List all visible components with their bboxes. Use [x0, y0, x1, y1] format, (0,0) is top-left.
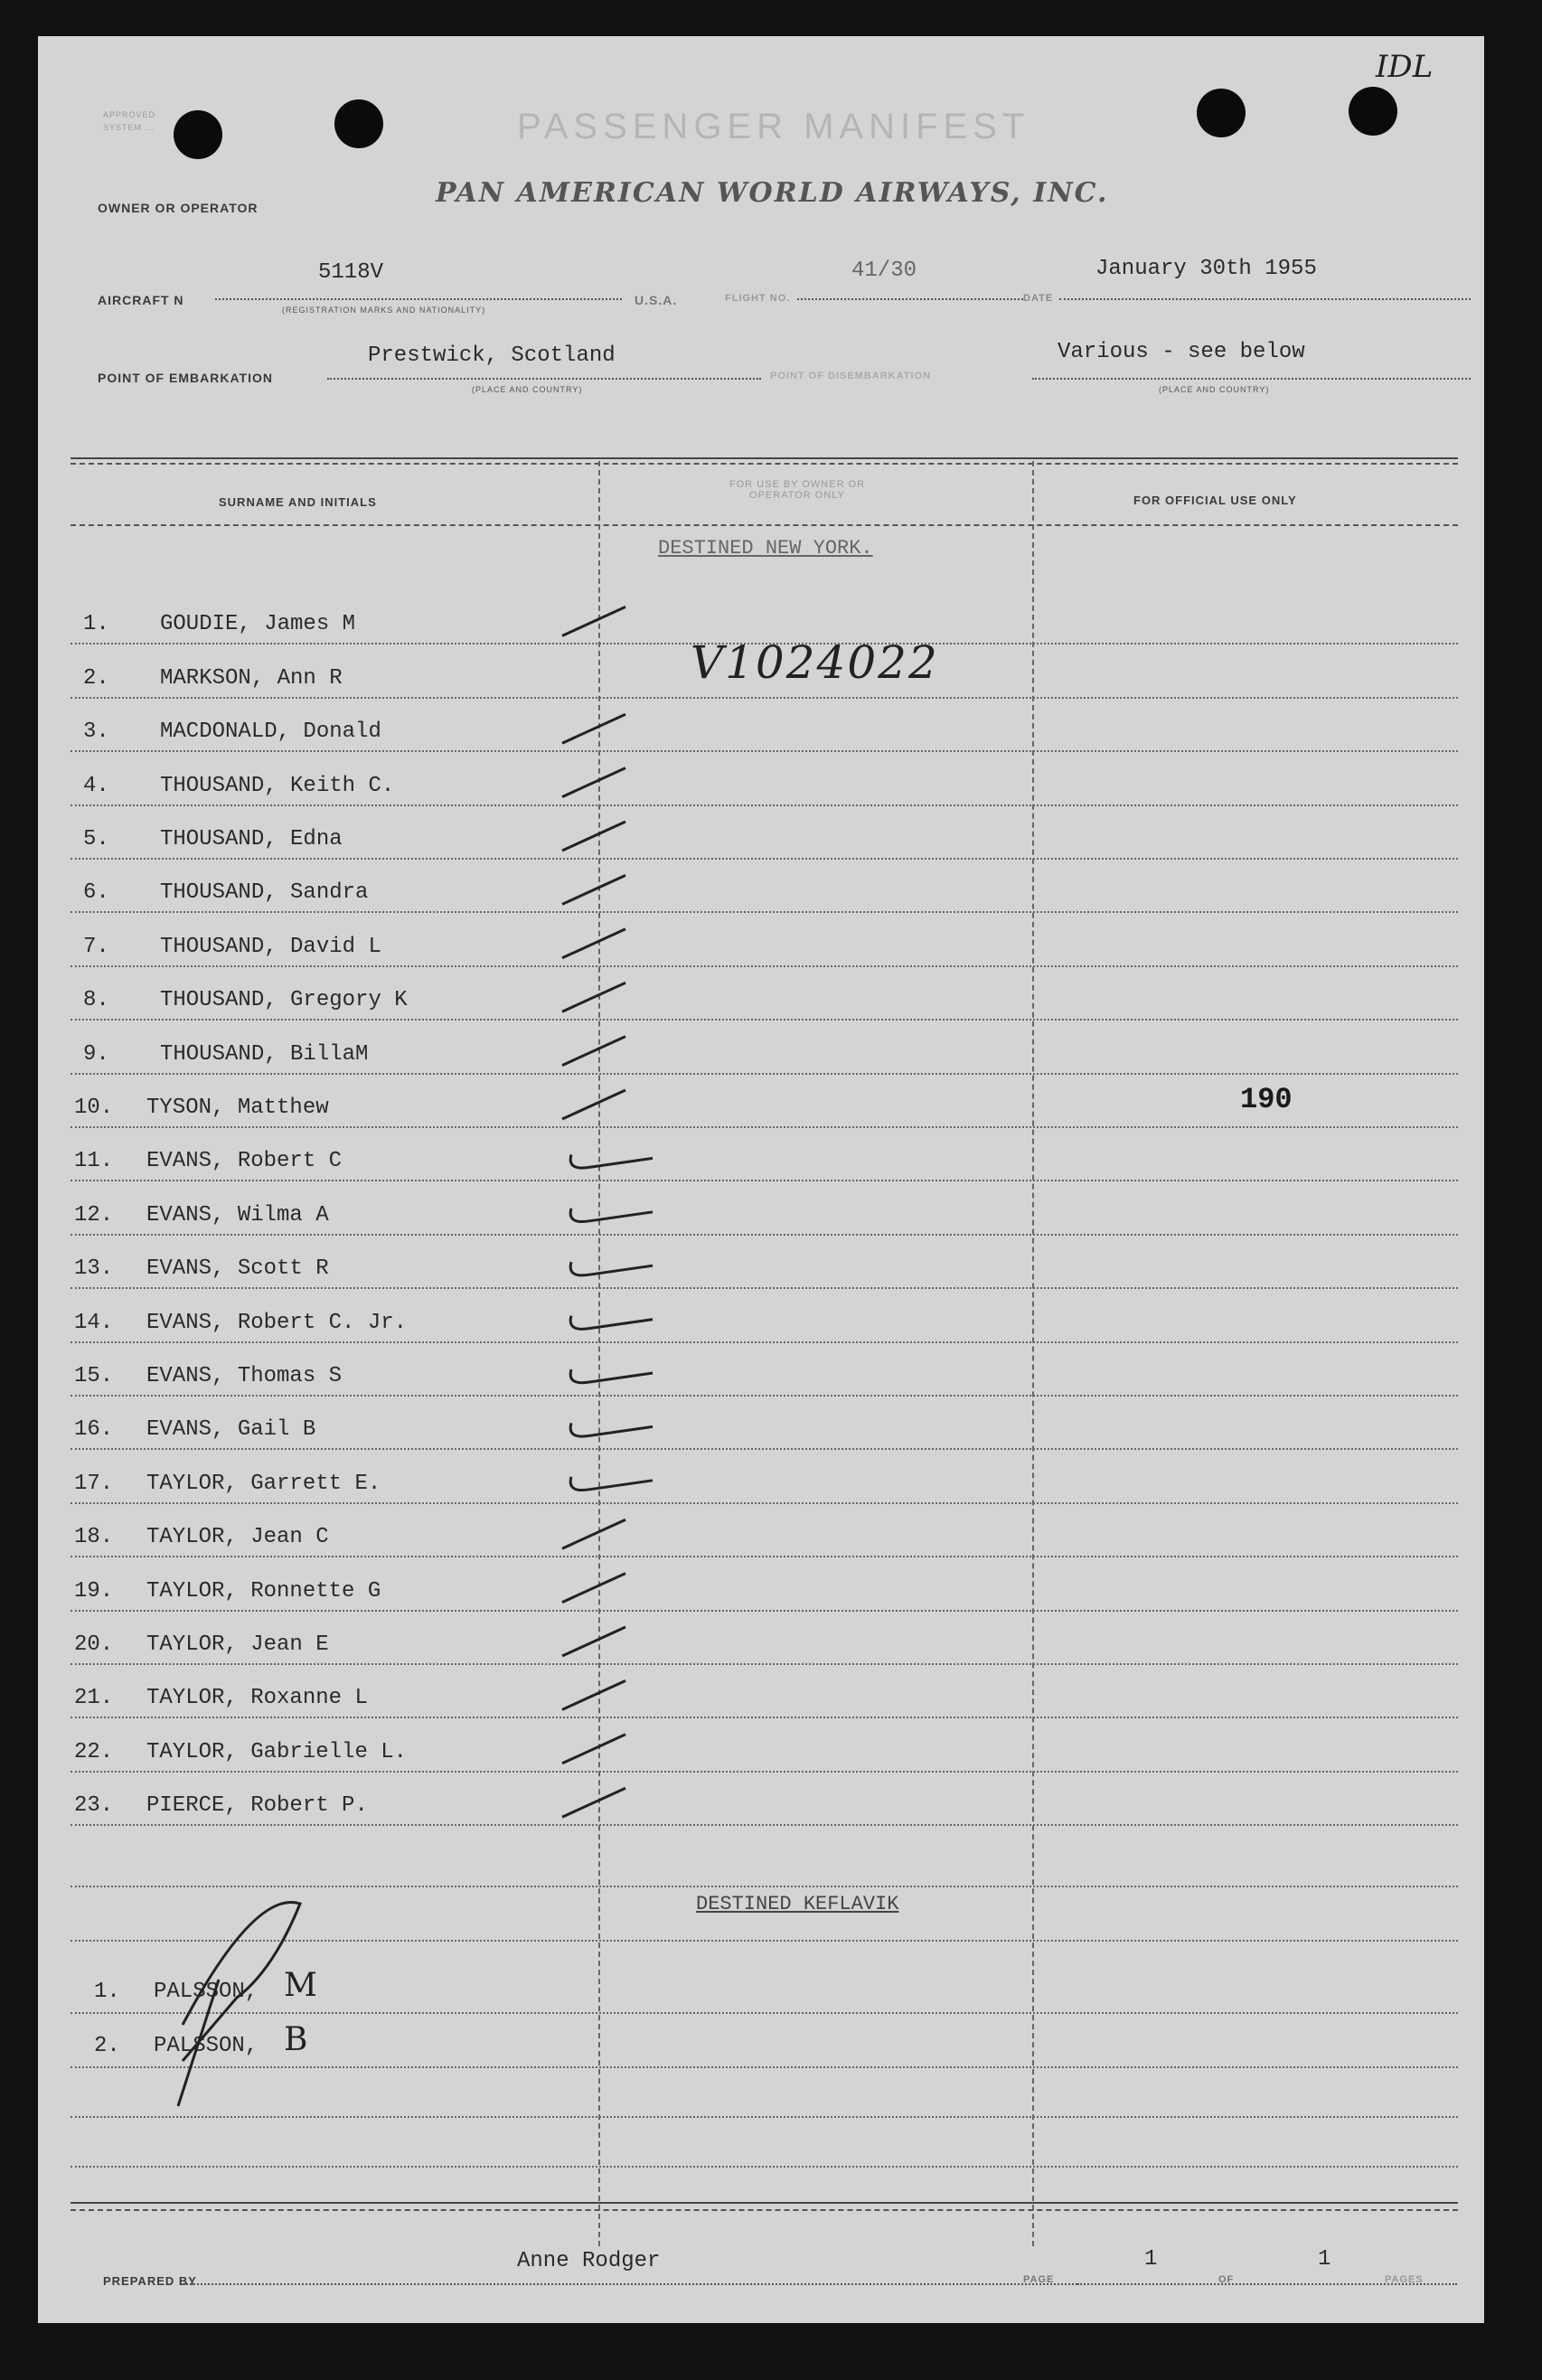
table-row — [38, 1019, 1484, 1072]
passenger-number: 4. — [83, 773, 109, 798]
table-row — [38, 1556, 1484, 1609]
passenger-name: PALSSON, — [154, 1980, 259, 2004]
passenger-number: 5. — [83, 826, 109, 851]
prepared-by-value: Anne Rodger — [517, 2249, 661, 2273]
passenger-number: 1. — [83, 612, 109, 637]
passenger-name: TAYLOR, Jean E — [146, 1632, 329, 1657]
passenger-number: 16. — [74, 1417, 114, 1443]
surname-column-header: SURNAME AND INITIALS — [219, 495, 377, 509]
aircraft-sub: (REGISTRATION MARKS AND NATIONALITY) — [282, 306, 486, 315]
aircraft-value: 5118V — [318, 260, 384, 285]
passenger-name: THOUSAND, Gregory K — [160, 988, 408, 1013]
passenger-number: 23. — [74, 1793, 114, 1819]
blank-row-rule — [71, 2066, 1458, 2068]
prepared-by-label: PREPARED BY — [103, 2274, 197, 2288]
passenger-number: 17. — [74, 1471, 114, 1496]
punch-hole — [1197, 89, 1246, 137]
official-note: 190 — [1240, 1083, 1293, 1116]
form-title: PASSENGER MANIFEST — [517, 107, 1030, 146]
table-row — [38, 1126, 1484, 1180]
page-label: PAGE — [1023, 2274, 1055, 2285]
punch-hole — [174, 110, 222, 159]
passenger-name: EVANS, Thomas S — [146, 1363, 343, 1388]
table-row — [38, 1610, 1484, 1663]
handwritten-number: V1024022 — [691, 636, 939, 689]
section-keflavik: DESTINED KEFLAVIK — [696, 1893, 899, 1915]
prepared-underline — [183, 2283, 1077, 2285]
passenger-name: EVANS, Robert C. Jr. — [146, 1310, 408, 1335]
embarkation-label: POINT OF EMBARKATION — [98, 371, 273, 385]
table-top-border — [71, 457, 1458, 459]
passenger-number: 1. — [94, 1980, 120, 2004]
page-value: 1 — [1144, 2247, 1158, 2272]
passenger-number: 12. — [74, 1202, 114, 1228]
passenger-number: 13. — [74, 1256, 114, 1282]
flight-underline — [797, 298, 1023, 300]
table-row — [38, 965, 1484, 1019]
flight-label: FLIGHT NO. — [725, 293, 791, 304]
manifest-page — [38, 36, 1484, 2323]
passenger-number: 2. — [94, 2034, 120, 2058]
table-row — [38, 2012, 1484, 2066]
date-label: DATE — [1023, 293, 1054, 304]
passenger-name: TYSON, Matthew — [146, 1095, 329, 1120]
passenger-name: TAYLOR, Ronnette G — [146, 1578, 381, 1604]
passenger-name: EVANS, Robert C — [146, 1149, 343, 1174]
disembarkation-value: Various - see below — [1058, 340, 1305, 364]
table-row — [38, 1771, 1484, 1824]
passenger-name: EVANS, Gail B — [146, 1417, 316, 1443]
blank-row-rule — [71, 1940, 1458, 1942]
approval-stamp-line: APPROVED — [103, 110, 156, 119]
passenger-number: 18. — [74, 1525, 114, 1550]
table-row — [38, 1663, 1484, 1717]
passenger-name: EVANS, Scott R — [146, 1256, 329, 1282]
usa-label: U.S.A. — [635, 293, 678, 307]
official-use-column-header: FOR OFFICIAL USE ONLY — [1133, 494, 1297, 507]
table-row — [38, 589, 1484, 643]
embarkation-underline — [327, 378, 761, 380]
pages-label: PAGES — [1385, 2274, 1424, 2285]
owner-use-column-header: FOR USE BY OWNER OR OPERATOR ONLY — [729, 479, 866, 501]
passenger-number: 20. — [74, 1632, 114, 1657]
table-row — [38, 750, 1484, 804]
table-row — [38, 1234, 1484, 1287]
passenger-name: THOUSAND, David L — [160, 934, 381, 959]
owner-label: OWNER OR OPERATOR — [98, 201, 259, 215]
punch-hole — [1349, 87, 1397, 136]
passenger-name: PALSSON, — [154, 2034, 259, 2058]
passenger-name: GOUDIE, James M — [160, 612, 356, 637]
aircraft-label: AIRCRAFT N — [98, 293, 184, 307]
date-value: January 30th 1955 — [1095, 257, 1317, 281]
handwritten-initial: M — [284, 1967, 317, 2004]
passenger-number: 3. — [83, 720, 109, 745]
page-underline — [1077, 2283, 1457, 2285]
table-row — [38, 858, 1484, 911]
owner-value: PAN AMERICAN WORLD AIRWAYS, INC. — [436, 177, 1109, 209]
aircraft-underline — [215, 298, 622, 300]
table-row — [38, 1395, 1484, 1448]
table-top-border-2 — [71, 463, 1458, 465]
of-value: 1 — [1318, 2247, 1331, 2272]
passenger-number: 14. — [74, 1310, 114, 1335]
table-row — [38, 1717, 1484, 1770]
disembarkation-label: POINT OF DISEMBARKATION — [770, 371, 932, 381]
passenger-name: PIERCE, Robert P. — [146, 1793, 368, 1819]
section-new-york: DESTINED NEW YORK. — [658, 537, 873, 560]
passenger-number: 10. — [74, 1095, 114, 1120]
table-row — [38, 804, 1484, 858]
passenger-name: TAYLOR, Garrett E. — [146, 1471, 381, 1496]
passenger-number: 7. — [83, 934, 109, 959]
passenger-number: 21. — [74, 1686, 114, 1711]
table-row — [38, 1502, 1484, 1556]
passenger-name: TAYLOR, Gabrielle L. — [146, 1739, 408, 1764]
passenger-name: THOUSAND, Sandra — [160, 880, 369, 906]
date-underline — [1059, 298, 1471, 300]
table-bottom-border-2 — [71, 2209, 1458, 2211]
disembarkation-sub: (PLACE AND COUNTRY) — [1159, 385, 1270, 394]
passenger-number: 6. — [83, 880, 109, 906]
passenger-number: 11. — [74, 1149, 114, 1174]
passenger-name: MARKSON, Ann R — [160, 665, 343, 691]
row-rule — [71, 1824, 1458, 1826]
passenger-name: TAYLOR, Jean C — [146, 1525, 329, 1550]
passenger-number: 8. — [83, 988, 109, 1013]
passenger-number: 19. — [74, 1578, 114, 1604]
table-row — [38, 1958, 1484, 2012]
table-row — [38, 911, 1484, 964]
flight-value: 41/30 — [851, 259, 917, 283]
passenger-name: THOUSAND, Edna — [160, 826, 343, 851]
table-row — [38, 1180, 1484, 1233]
passenger-name: THOUSAND, BillaM — [160, 1041, 369, 1067]
punch-hole — [334, 99, 383, 148]
embarkation-sub: (PLACE AND COUNTRY) — [472, 385, 583, 394]
handwritten-initial: B — [284, 2021, 308, 2058]
passenger-number: 2. — [83, 665, 109, 691]
disembarkation-underline — [1032, 378, 1471, 380]
passenger-number: 22. — [74, 1739, 114, 1764]
embarkation-value: Prestwick, Scotland — [368, 343, 616, 368]
passenger-name: MACDONALD, Donald — [160, 720, 381, 745]
table-row — [38, 1341, 1484, 1395]
blank-row-rule — [71, 1886, 1458, 1887]
header-row-divider — [71, 524, 1458, 526]
passenger-name: THOUSAND, Keith C. — [160, 773, 395, 798]
passenger-number: 9. — [83, 1041, 109, 1067]
passenger-name: EVANS, Wilma A — [146, 1202, 329, 1228]
table-row — [38, 1287, 1484, 1341]
approval-stamp-line: SYSTEM ... — [103, 123, 155, 132]
table-row — [38, 697, 1484, 750]
table-bottom-border — [71, 2202, 1458, 2204]
corner-note: IDL — [1376, 49, 1434, 85]
blank-row-rule — [71, 2166, 1458, 2168]
table-row — [38, 1448, 1484, 1501]
of-label: OF — [1218, 2274, 1235, 2285]
passenger-name: TAYLOR, Roxanne L — [146, 1686, 368, 1711]
blank-row-rule — [71, 2116, 1458, 2118]
passenger-number: 15. — [74, 1363, 114, 1388]
